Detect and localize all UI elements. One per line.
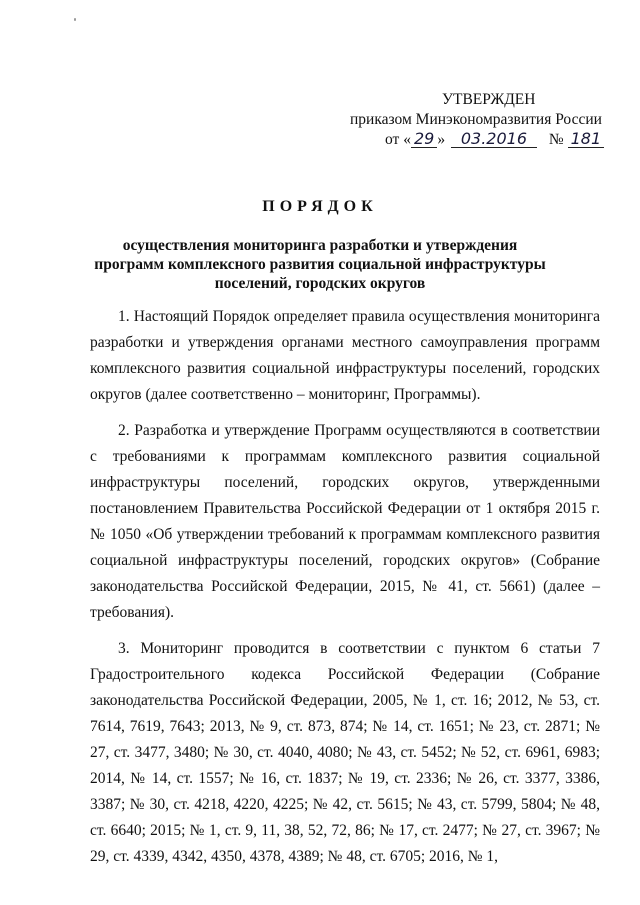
- date-quote-close: »: [437, 131, 446, 148]
- scan-speck: [74, 18, 76, 21]
- document-title: ПОРЯДОК: [262, 198, 378, 215]
- handwritten-month-year: 03.2016: [451, 131, 537, 148]
- document-subtitle: осуществления мониторинга разработки и утверждения программ комплексного развития социальной инфраструктуры поселений, городских округов: [94, 237, 546, 292]
- paragraph-3: 3. Мониторинг проводится в соответствии с пунктом 6 статьи 7 Градостроительного кодекса Российской Федерации (Собрание законодательства Российской Федерации, 2005, № 1, ст. 16; 2012, № 53, ст. 7614, 7619, 7643; 2013, № 9, ст. 873, 874; № 14, ст. 1651; № 23, ст. 2871; № 27, ст. 3477, 3480; № 30, ст. 4040, 4080; № 43, ст. 5452; № 52, ст. 6961, 6983; 2014, № 14, ст. 1557; № 16, ст. 1837; № 19, ст. 2336; № 26, ст. 3377, 3386, 3387; № 30, ст. 4218, 4220, 4225; № 42, ст. 5615; № 43, ст. 5799, 5804; № 48, ст. 6640; 2015; № 1, ст. 9, 11, 38, 52, 72, 86; № 17, ст. 2477; № 27, ст. 3967; № 29, ст. 4339, 4342, 4350, 4378, 4389; № 48, ст. 6705; 2016, № 1,: [90, 640, 600, 865]
- order-date-line: [385, 130, 604, 150]
- approved-label: УТВЕРЖДЕН: [442, 91, 536, 108]
- handwritten-order-number: 181: [568, 131, 605, 148]
- document-body: [90, 304, 600, 880]
- from-label: от «: [385, 131, 411, 148]
- paragraph-2: 2. Разработка и утверждение Программ осуществляются в соответствии с требованиями к программам комплексного развития социальной инфраструктуры поселений, городских округов, утвержденными постановлением Правительства Российской Федерации от 1 октября 2015 г. № 1050 «Об утверждении требований к программам комплексного развития социальной инфраструктуры поселений, городских округов» (Собрание законодательства Российской Федерации, 2015, № 41, ст. 5661) (далее – требования).: [90, 422, 600, 621]
- number-label: №: [548, 131, 564, 148]
- order-label: приказом Минэкономразвития России: [350, 111, 602, 128]
- paragraph-1: 1. Настоящий Порядок определяет правила осуществления мониторинга разработки и утверждения органами местного самоуправления программ комплексного развития социальной инфраструктуры поселений, городских округов (далее соответственно – мониторинг, Программы).: [90, 308, 600, 403]
- handwritten-day: 29: [411, 131, 437, 148]
